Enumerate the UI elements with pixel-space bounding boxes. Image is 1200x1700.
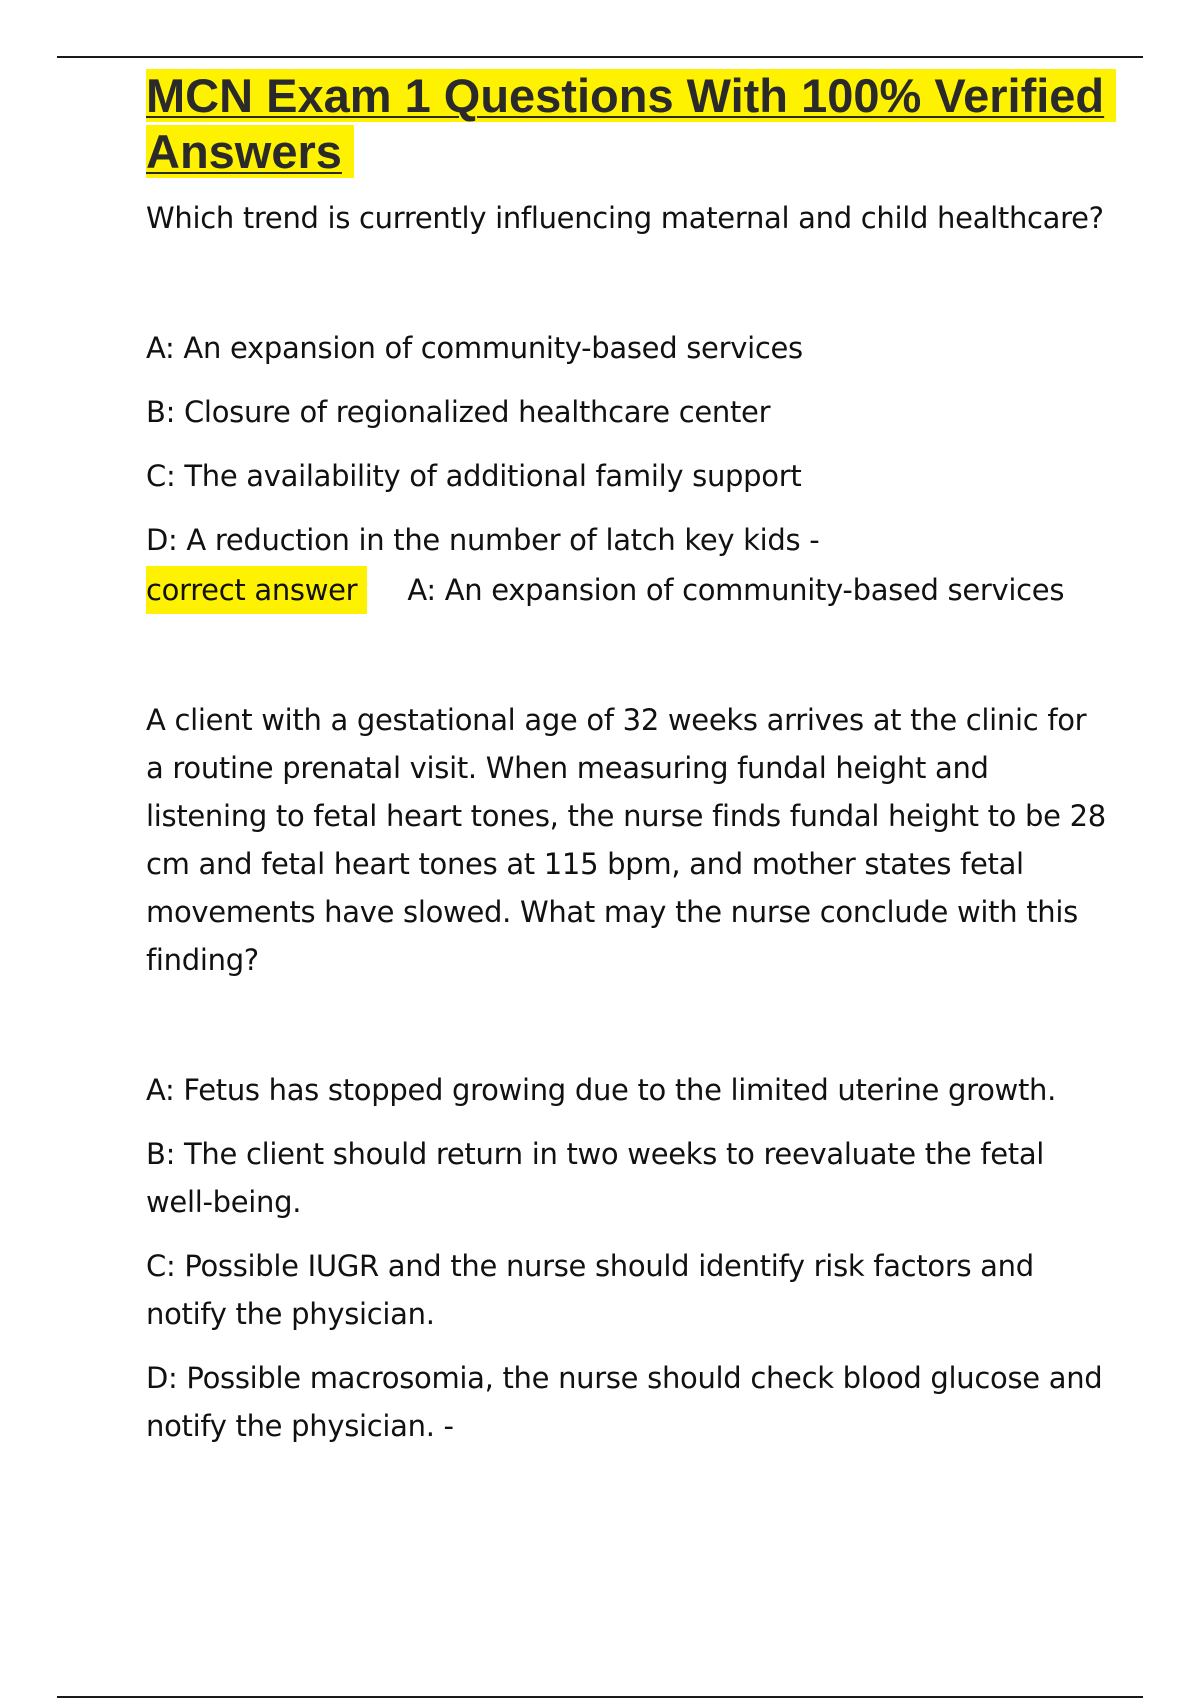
question-2-option-c: C: Possible IUGR and the nurse should identify risk factors and notify the physician.: [146, 1249, 1034, 1331]
question-1-option-b: B: Closure of regionalized healthcare center: [146, 395, 771, 429]
question-1-answer: [146, 566, 1106, 614]
document-body: [146, 68, 1106, 1450]
question-1-text: Which trend is currently influencing maternal and child healthcare?: [146, 201, 1104, 235]
correct-answer-text: A: An expansion of community-based services: [407, 573, 1065, 607]
question-2-option-a: A: Fetus has stopped growing due to the limited uterine growth.: [146, 1073, 1057, 1107]
document-title: [146, 68, 1106, 180]
question-1-option-a: A: An expansion of community-based services: [146, 331, 803, 365]
question-1-option-d: D: A reduction in the number of latch key kids -: [146, 523, 820, 557]
question-2-option-b: B: The client should return in two weeks to reevaluate the fetal well-being.: [146, 1137, 1045, 1219]
question-1-option-c: C: The availability of additional family support: [146, 459, 802, 493]
question-2-text: A client with a gestational age of 32 weeks arrives at the clinic for a routine prenatal visit. When measuring fundal height and listening to fetal heart tones, the nurse finds fundal height to be 28 cm and fetal heart tones at 115 bpm, and mother states fetal movements have slowed. What may the nurse conclude with this finding?: [146, 703, 1106, 977]
correct-answer-label: correct answer: [146, 566, 367, 614]
document-title-text: MCN Exam 1 Questions With 100% Verified Answers: [146, 69, 1116, 178]
bottom-rule: [57, 1696, 1143, 1698]
top-rule: [57, 56, 1143, 58]
question-2-option-d: D: Possible macrosomia, the nurse should check blood glucose and notify the physician. -: [146, 1361, 1103, 1443]
